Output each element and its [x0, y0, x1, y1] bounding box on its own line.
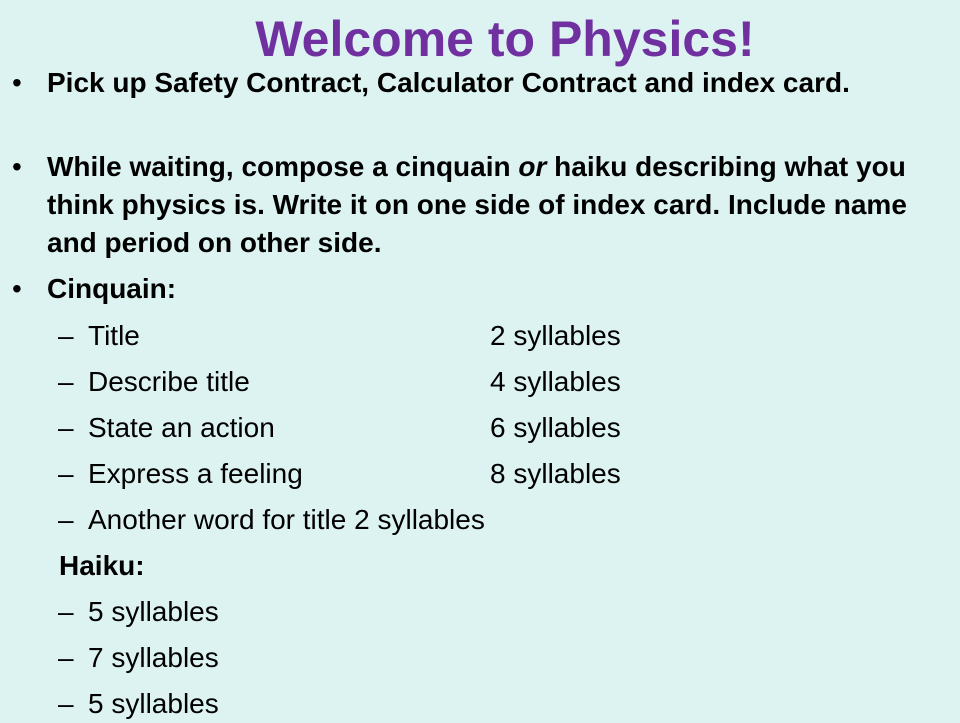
dash-icon: – — [58, 596, 74, 627]
cinquain-line-label: Describe title — [88, 366, 250, 397]
bullet-text-part: haiku describing what you think physics is. Write it on one side of index card. Include name and period on other side. — [47, 151, 907, 258]
haiku-line-text: 5 syllables — [88, 596, 219, 627]
bullet-text — [47, 148, 927, 262]
dash-icon: – — [58, 642, 74, 673]
dash-icon: – — [58, 688, 74, 719]
haiku-line-text: 5 syllables — [88, 688, 219, 719]
dash-icon: – — [58, 366, 74, 397]
bullet-text-emphasis: or — [518, 151, 547, 182]
bullet-dot-icon: • — [12, 273, 22, 304]
bullet-text: Cinquain: — [47, 273, 177, 304]
cinquain-line-label: Another word for title 2 syllables — [88, 504, 485, 535]
cinquain-line-syllables: 8 syllables — [490, 458, 621, 489]
slide-title: Welcome to Physics! — [255, 11, 755, 67]
dash-icon: – — [58, 504, 74, 535]
dash-icon: – — [58, 412, 74, 443]
cinquain-line-label: Title — [88, 320, 140, 351]
cinquain-line-label: State an action — [88, 412, 275, 443]
bullet-text: Pick up Safety Contract, Calculator Contract and index card. — [47, 67, 850, 98]
bullet-dot-icon: • — [12, 151, 22, 182]
bullet-text-part: While waiting, compose a cinquain — [47, 151, 519, 182]
haiku-line-text: 7 syllables — [88, 642, 219, 673]
cinquain-line-syllables: 6 syllables — [490, 412, 621, 443]
bullet-dot-icon: • — [12, 67, 22, 98]
cinquain-line-syllables: 4 syllables — [490, 366, 621, 397]
haiku-heading: Haiku: — [59, 550, 145, 581]
dash-icon: – — [58, 458, 74, 489]
cinquain-line-label: Express a feeling — [88, 458, 303, 489]
dash-icon: – — [58, 320, 74, 351]
cinquain-line-syllables: 2 syllables — [490, 320, 621, 351]
